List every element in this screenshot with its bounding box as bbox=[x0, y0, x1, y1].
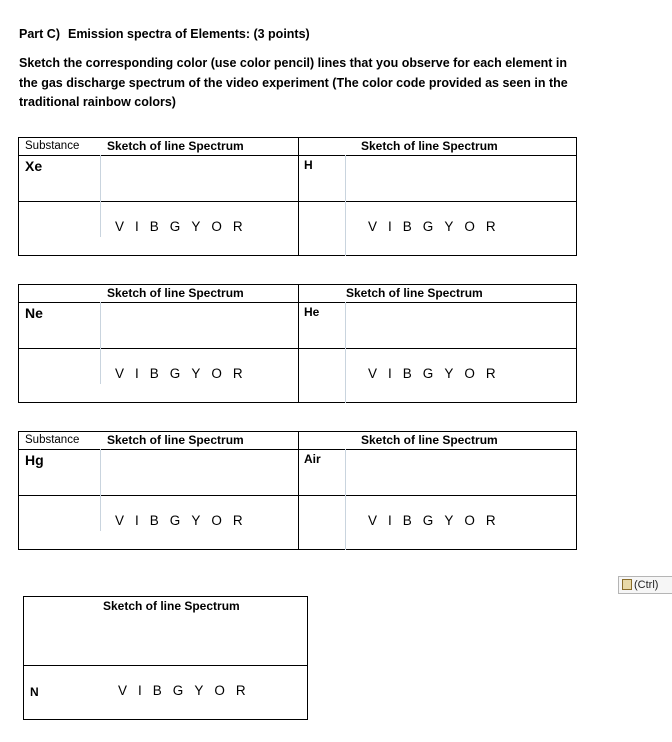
part-label: Part C) bbox=[19, 27, 60, 41]
color-scale: V I B G Y O R bbox=[115, 366, 243, 381]
sketch-header: Sketch of line Spectrum bbox=[103, 599, 240, 613]
spectrum-table-hg-air bbox=[18, 431, 577, 550]
sketch-header: Sketch of line Spectrum bbox=[107, 139, 244, 153]
element-air: Air bbox=[304, 452, 321, 466]
part-heading bbox=[19, 27, 310, 41]
substance-label: Substance bbox=[25, 140, 80, 152]
spectrum-table-ne-he bbox=[18, 284, 577, 403]
sketch-header: Sketch of line Spectrum bbox=[107, 286, 244, 300]
element-hg: Hg bbox=[25, 452, 44, 468]
substance-label: Substance bbox=[25, 434, 80, 446]
sketch-header: Sketch of line Spectrum bbox=[107, 433, 244, 447]
element-h: H bbox=[304, 158, 313, 172]
part-title: Emission spectra of Elements: (3 points) bbox=[67, 27, 310, 41]
spectrum-table-n bbox=[23, 596, 308, 720]
color-scale: V I B G Y O R bbox=[368, 513, 496, 528]
sketch-header: Sketch of line Spectrum bbox=[361, 139, 498, 153]
element-xe: Xe bbox=[25, 158, 43, 174]
element-ne: Ne bbox=[25, 305, 43, 321]
color-scale: V I B G Y O R bbox=[118, 683, 246, 698]
paste-options-label: (Ctrl) bbox=[634, 579, 659, 591]
color-scale: V I B G Y O R bbox=[368, 219, 496, 234]
sketch-header: Sketch of line Spectrum bbox=[346, 286, 483, 300]
color-scale: V I B G Y O R bbox=[115, 513, 243, 528]
sketch-header: Sketch of line Spectrum bbox=[361, 433, 498, 447]
element-n: N bbox=[30, 685, 39, 699]
element-he: He bbox=[304, 305, 320, 319]
paste-options-button[interactable] bbox=[618, 576, 672, 594]
spectrum-table-xe-h bbox=[18, 137, 577, 256]
color-scale: V I B G Y O R bbox=[115, 219, 243, 234]
color-scale: V I B G Y O R bbox=[368, 366, 496, 381]
instructions: Sketch the corresponding color (use color pencil) lines that you observe for each element in the gas discharge spectrum of the video experiment (The color code provided as seen in the traditional rainbow colors) bbox=[19, 56, 568, 109]
clipboard-icon bbox=[622, 579, 632, 590]
